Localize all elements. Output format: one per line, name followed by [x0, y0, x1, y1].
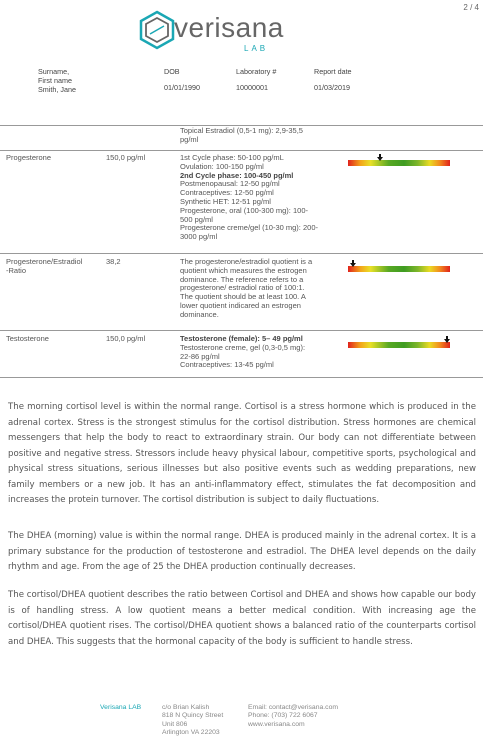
phone-line: Phone: (703) 722 6067 — [248, 712, 318, 720]
range-bar-pe-ratio — [348, 266, 450, 272]
row-divider — [0, 330, 483, 331]
analyte-name-line: Progesterone/Estradiol — [6, 257, 83, 266]
range-bar-testosterone — [348, 342, 450, 348]
footer-brand — [100, 704, 141, 712]
name-value: Smith, Jane — [38, 84, 76, 94]
analyte-value: 150,0 pg/ml — [106, 153, 146, 162]
row-divider — [0, 377, 483, 378]
reference-range — [180, 335, 345, 370]
footer-contact — [248, 704, 338, 729]
analyte-name: Testosterone — [6, 334, 49, 343]
range-bar-progesterone — [348, 160, 450, 166]
row-divider — [0, 150, 483, 151]
lab-value: 10000001 — [236, 83, 268, 92]
reference-range — [180, 258, 345, 320]
date-label: Report date — [314, 67, 352, 76]
analyte-name: Progesterone — [6, 153, 52, 162]
ref-line: Contraceptives: 12-50 pg/ml — [180, 188, 274, 198]
dob-value: 01/01/1990 — [164, 83, 200, 92]
header-report-date — [314, 67, 352, 92]
analyte-name — [6, 258, 102, 276]
verisana-logo — [138, 10, 298, 60]
analyte-value: 38,2 — [106, 257, 121, 266]
ref-line: The progesterone/estradiol quotient is a — [180, 257, 313, 266]
footer-address — [162, 704, 223, 738]
address-line: 818 N Quincy Street — [162, 712, 224, 720]
ref-line: Topical Estradiol (0,5-1 mg): 2,9-35,5 — [180, 126, 303, 135]
ref-line: 22-86 pg/ml — [180, 351, 220, 361]
name-label-1: Surname, — [38, 67, 70, 76]
address-line: c/o Brian Kalish — [162, 704, 210, 711]
ref-line: Testosterone creme, gel (0,3-0,5 mg): — [180, 342, 306, 352]
header-lab — [236, 67, 277, 92]
paragraph-cortisol-dhea: The cortisol/DHEA quotient describes the ratio between Cortisol and DHEA and shows how capable our body is of handling stress. A low quotient means a better medical condition. With increasing age the cortisol/DHEA quotient rises. The cortisol/DHEA quotient shows a balanced ratio of the counterparts cortisol and DHEA. This suggests that the hormonal capacity of the body is sufficient to handle stress. — [8, 590, 476, 647]
paragraph-cortisol: The morning cortisol level is within the normal range. Cortisol is a stress hormone which is produced in the adrenal cortex. Stress is the strongest stimulus for the cortisol distribution. Stress hormones are chemical messengers that help the body to react to extraordinary strain. Our body can not differentiate between positive and negative stress. Stressors include heavy physical labour, competitive sports, psychological and physical stress situations, serious illnesses but also positive events such as wedding preparations, new family members or a new job. It has an anti-inflammatory effect, stimulates the fat decomposition and increases the protein turnover. The cortisol distribution is subject to daily fluctuations. — [8, 402, 476, 505]
ref-line: 1st Cycle phase: 50-100 pg/mL — [180, 153, 284, 162]
ref-line: dominance. The reference refers to a — [180, 274, 304, 284]
header-dob — [164, 67, 200, 92]
footer-brand-name: Verisana LAB — [100, 704, 142, 711]
ref-line: Progesterone, oral (100-300 mg): 100- — [180, 205, 308, 215]
page-number: 2 / 4 — [463, 3, 479, 12]
brand-name: verisana — [174, 12, 284, 43]
brand-sub: LAB — [244, 44, 269, 53]
analyte-value: 150,0 pg/ml — [106, 334, 146, 343]
paragraph-dhea: The DHEA (morning) value is within the normal range. DHEA is produced mainly in the adrenal cortex. It is a primary substance for the production of testosterone and estradiol. The DHEA level depends on the daily rhythm and age. From the age of 25 the DHEA production continually decreases. — [8, 531, 476, 572]
ref-line: 3000 pg/ml — [180, 232, 218, 242]
ref-line: Ovulation: 100-150 pg/ml — [180, 161, 264, 171]
row-divider — [0, 253, 483, 254]
ref-line-highlight: 2nd Cycle phase: 100-450 pg/ml — [180, 170, 294, 180]
dob-label: DOB — [164, 67, 180, 76]
ref-line: Synthetic HET: 12-51 pg/ml — [180, 196, 271, 206]
email-link[interactable]: Email: contact@verisana.com — [248, 704, 339, 711]
ref-line: Progesterone creme/gel (10-30 mg): 200- — [180, 223, 318, 233]
website-link[interactable]: www.verisana.com — [248, 720, 305, 728]
header-name — [38, 67, 76, 94]
address-line: Unit 806 — [162, 720, 188, 728]
ref-line: dominance. — [180, 309, 219, 319]
lab-label: Laboratory # — [236, 67, 277, 76]
name-label-2: First name — [38, 75, 72, 85]
reference-range — [180, 127, 345, 145]
ref-line-highlight: Testosterone (female): 5– 49 pg/ml — [180, 334, 303, 343]
reference-range — [180, 154, 345, 242]
hexagon-logo-icon — [138, 10, 176, 50]
ref-line: Postmenopausal: 12-50 pg/ml — [180, 179, 280, 189]
ref-line: progesterone/ estradiol ratio of 100:1. — [180, 283, 305, 293]
ref-line: lower quotient indicared an estrogen — [180, 300, 301, 310]
ref-line: Contraceptives: 13-45 pg/ml — [180, 360, 274, 370]
ref-line: 500 pg/ml — [180, 214, 213, 224]
ref-line: pg/ml — [180, 134, 199, 144]
ref-line: The quotient should be at least 100. A — [180, 292, 306, 302]
analyte-name-line: -Ratio — [6, 265, 27, 275]
ref-line: quotient which measures the estrogen — [180, 265, 307, 275]
date-value: 01/03/2019 — [314, 83, 350, 92]
address-line: Arlington VA 22203 — [162, 729, 220, 737]
